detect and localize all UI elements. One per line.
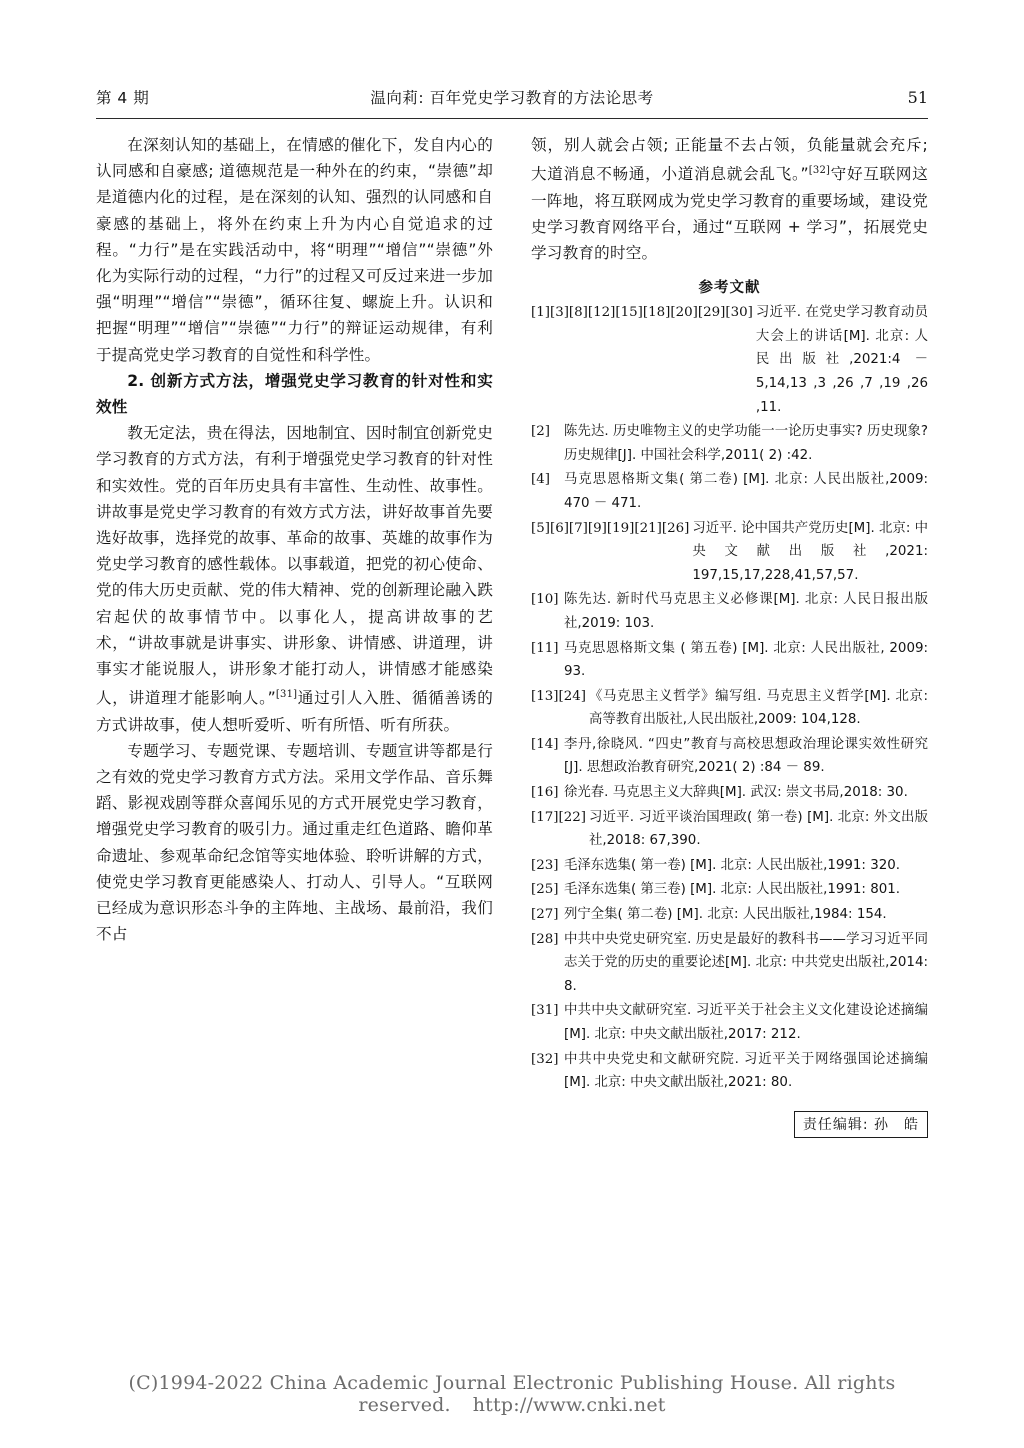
editor-note-line (531, 1111, 928, 1138)
references-list (531, 301, 928, 1095)
reference-text: 陈先达. 新时代马克思主义必修课[M]. 北京: 人民日报出版社,2019: 103. (564, 592, 928, 631)
reference-number: [1][3][8][12][15][18][20][29][30] (531, 305, 753, 321)
running-title: 温向莉: 百年党史学习教育的方法论思考 (370, 89, 654, 107)
reference-text: 毛泽东选集( 第三卷) [M]. 北京: 人民出版社,1991: 801. (564, 882, 901, 898)
reference-item (531, 517, 928, 588)
reference-item (531, 903, 928, 927)
reference-number: [16] (531, 785, 559, 801)
paragraph-top-text-b: 守好互联网这一阵地，将互联网成为党史学习教育的重要场域，建设党史学习教育网络平台，通过“互联网 + 学习”，拓展党史学习教育的时空。 (531, 165, 928, 262)
reference-item (531, 301, 928, 419)
reference-number: [10] (531, 592, 559, 608)
citation-32: [32] (808, 165, 831, 177)
reference-text: 马克思恩格斯文集( 第二卷) [M]. 北京: 人民出版社,2009: 470 － 471. (564, 472, 928, 511)
reference-item (531, 854, 928, 878)
reference-number: [4] (531, 472, 550, 488)
reference-number: [25] (531, 882, 559, 898)
reference-item (531, 468, 928, 515)
editor-note: 责任编辑: 孙 皓 (794, 1111, 928, 1138)
reference-item (531, 733, 928, 780)
page-number: 51 (907, 87, 928, 107)
paragraph-1: 在深刻认知的基础上，在情感的催化下，发自内心的认同感和自豪感; 道德规范是一种外在的约束，“崇德”却是道德内化的过程，是在深刻的认知、强烈的认同感和自豪感的基础上，将外在约束上升为内心自觉追求的过程。“力行”是在实践活动中，将“明理”“增信”“崇德”外化为实际行动的过程，“力行”的过程又可反过来进一步加强“明理”“增信”“崇德”，循环往复、螺旋上升。认识和把握“明理”“增信”“崇德”“力行”的辩证运动规律，有利于提高党史学习教育的自觉性和科学性。 (96, 136, 493, 364)
reference-number: [28] (531, 931, 559, 947)
cnki-url: http://www.cnki.net (472, 1394, 666, 1416)
reference-number: [2] (531, 424, 550, 440)
reference-text: 马克思恩格斯文集 ( 第五卷) [M]. 北京: 人民出版社, 2009: 93. (564, 640, 928, 680)
reference-number: [32] (531, 1051, 559, 1067)
reference-text: 李丹,徐晓风. “四史”教育与高校思想政治理论课实效性研究[J]. 思想政治教育研究,2021( 2) :84 － 89. (564, 736, 928, 776)
paragraph-top-text-a: 领，别人就会占领; 正能量不去占领，负能量就会充斥; 大道消息不畅通，小道消息就会乱飞。” (531, 136, 928, 184)
reference-number: [17][22] (531, 809, 586, 825)
reference-number: [27] (531, 907, 559, 923)
reference-text: 徐光春. 马克思主义大辞典[M]. 武汉: 崇文书局,2018: 30. (564, 785, 908, 801)
reference-text: 陈先达. 历史唯物主义的史学功能一一论历史事实? 历史现象? 历史规律[J]. 中国社会科学,2011( 2) :42. (564, 424, 928, 463)
paragraph-2-text-b: 通过引人入胜、循循善诱的方式讲故事，使人想听爱听、听有所悟、听有所获。 (96, 689, 493, 734)
paragraph-top (531, 132, 928, 266)
reference-number: [5][6][7][9][19][21][26] (531, 520, 690, 536)
right-column (531, 132, 928, 1138)
reference-item (531, 878, 928, 902)
paragraph-2-text-a: 教无定法，贵在得法，因地制宜、因时制宜创新党史学习教育的方式方法，有利于增强党史学习教育的针对性和实效性。党的百年历史具有丰富性、生动性、故事性。讲故事是党史学习教育的有效方式方法，讲好故事首先要选好故事，选择党的故事、革命的故事、英雄的故事作为党史学习教育的感性载体。以事载道，把党的初心使命、党的伟大历史贡献、党的伟大精神、党的创新理论融入跌宕起伏的故事情节中。以事化人，提高讲故事的艺术，“讲故事就是讲事实、讲形象、讲情感、讲道理，讲事实才能说服人，讲形象才能打动人，讲情感才能感染人，讲道理才能影响人。” (96, 424, 493, 708)
reference-text: 中共中央文献研究室. 习近平关于社会主义文化建设论述摘编[M]. 北京: 中央文献出版社,2017: 212. (564, 1003, 928, 1043)
references-title: 参考文献 (698, 280, 761, 297)
reference-text: 《马克思主义哲学》编写组. 马克思主义哲学[M]. 北京: 高等教育出版社,人民出版社,2009: 104,128. (588, 688, 928, 728)
issue-number: 第 4 期 (96, 89, 150, 107)
body-columns (96, 132, 928, 1138)
reference-text: 习近平. 在党史学习教育动员大会上的讲话[M]. 北京: 人民出版社,2021:4 － 5,14,13 ,3 ,26 ,7 ,19 ,26 ,11. (755, 305, 928, 415)
reference-item (531, 588, 928, 635)
reference-number: [13][24] (531, 688, 586, 704)
reference-text: 毛泽东选集( 第一卷) [M]. 北京: 人民出版社,1991: 320. (564, 857, 901, 873)
reference-item (531, 806, 928, 853)
paragraph-3: 专题学习、专题党课、专题培训、专题宣讲等都是行之有效的党史学习教育方式方法。采用文学作品、音乐舞蹈、影视戏剧等群众喜闻乐见的方式开展党史学习教育，增强党史学习教育的吸引力。通过重走红色道路、瞻仰革命遗址、参观革命纪念馆等实地体验、聆听讲解的方式，使党史学习教育更能感染人、打动人、引导人。“互联网已经成为意识形态斗争的主阵地、主战场、最前沿，我们不占 (96, 741, 493, 944)
reference-item (531, 928, 928, 999)
reference-item (531, 685, 928, 732)
reference-text: 列宁全集( 第二卷) [M]. 北京: 人民出版社,1984: 154. (564, 907, 887, 923)
paragraph-2 (96, 420, 493, 738)
running-head (96, 82, 928, 112)
reference-number: [23] (531, 857, 559, 873)
reference-item (531, 999, 928, 1046)
reference-item (531, 1048, 928, 1095)
left-column (96, 132, 493, 1138)
reference-text: 习近平. 习近平谈治国理政( 第一卷) [M]. 北京: 外文出版社,2018: 67,390. (588, 809, 928, 849)
citation-31: [31] (275, 689, 298, 701)
reference-item (531, 781, 928, 805)
reference-number: [11] (531, 640, 559, 656)
header-rule (96, 118, 928, 119)
reference-number: [31] (531, 1003, 559, 1019)
reference-item (531, 420, 928, 467)
section-heading-2: 2. 创新方式方法，增强党史学习教育的针对性和实效性 (96, 371, 493, 417)
copyright-text: (C)1994-2022 China Academic Journal Electronic Publishing House. All rights reserved. (128, 1372, 896, 1416)
footer (0, 1372, 1024, 1416)
reference-text: 中共中央党史研究室. 历史是最好的教科书——学习习近平同志关于党的历史的重要论述[M]. 北京: 中共党史出版社,2014: 8. (564, 931, 928, 994)
reference-text: 习近平. 论中国共产党历史[M]. 北京: 中央文献出版社,2021: 197,15,17,228,41,57,57. (692, 520, 928, 583)
reference-text: 中共中央党史和文献研究院. 习近平关于网络强国论述摘编[M]. 北京: 中央文献出版社,2021: 80. (564, 1051, 928, 1091)
reference-number: [14] (531, 736, 559, 752)
reference-item (531, 637, 928, 684)
